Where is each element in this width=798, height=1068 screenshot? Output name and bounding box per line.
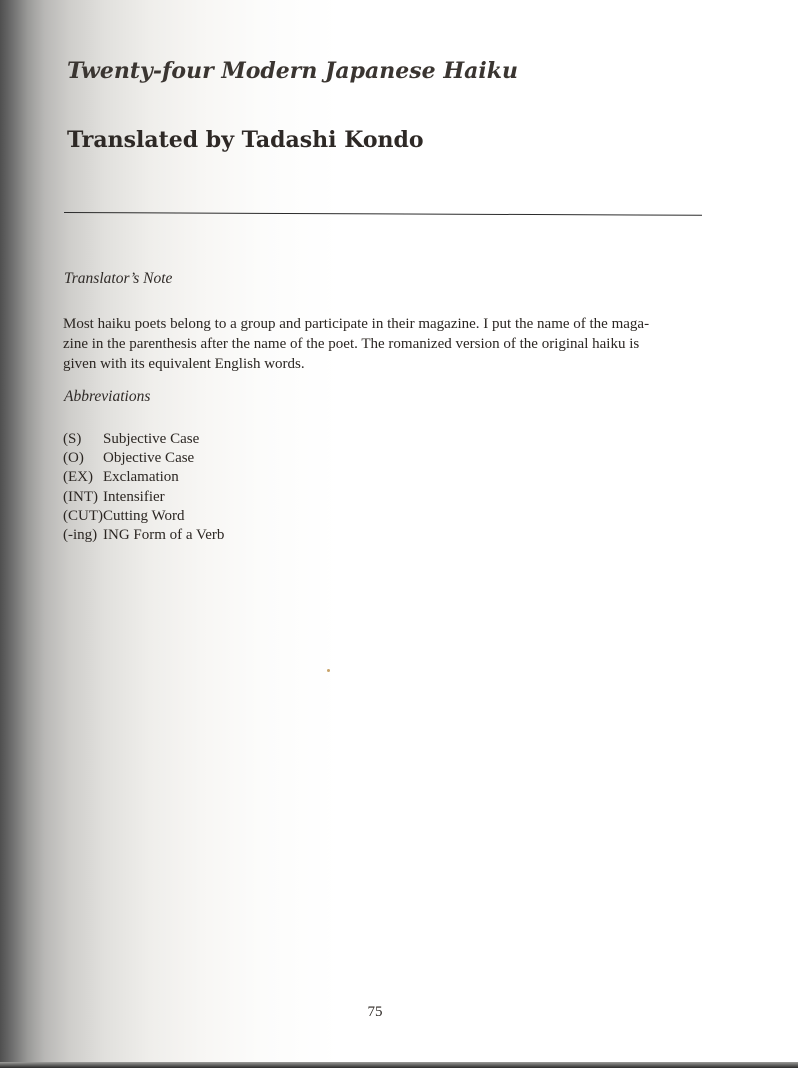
abbreviations-list xyxy=(63,430,224,545)
translator-credit: Translated by Tadashi Kondo xyxy=(67,127,424,153)
abbreviation-meaning: Exclamation xyxy=(103,469,179,486)
abbreviation-meaning: Cutting Word xyxy=(103,507,185,524)
page-title: Twenty-four Modern Japanese Haiku xyxy=(67,58,518,84)
page-number: 75 xyxy=(367,1004,383,1020)
abbreviation-code: (INT) xyxy=(63,488,98,505)
abbreviation-code: (O) xyxy=(63,450,84,467)
translators-note-paragraph xyxy=(63,314,723,374)
abbreviation-meaning: Objective Case xyxy=(103,450,195,467)
abbreviation-code: (S) xyxy=(63,431,82,447)
abbreviation-code: (CUT) xyxy=(63,507,103,524)
horizontal-rule xyxy=(64,212,702,216)
abbreviation-code: (EX) xyxy=(63,469,93,486)
abbreviation-item xyxy=(63,449,224,468)
abbreviation-item xyxy=(63,507,224,526)
translators-note-heading: Translator’s Note xyxy=(64,270,173,287)
paragraph-line: Most haiku poets belong to a group and participate in their magazine. I put the name of the maga- xyxy=(63,316,650,332)
abbreviation-code: (-ing) xyxy=(63,527,98,544)
abbreviation-meaning: Subjective Case xyxy=(103,431,200,447)
abbreviation-item xyxy=(63,488,224,507)
abbreviation-meaning: ING Form of a Verb xyxy=(103,527,225,544)
page-bottom-edge xyxy=(0,1062,798,1068)
paragraph-line: given with its equivalent English words. xyxy=(63,356,305,372)
abbreviation-item xyxy=(63,468,224,487)
paragraph-line: zine in the parenthesis after the name of the poet. The romanized version of the original haiku is xyxy=(63,336,640,352)
abbreviations-heading: Abbreviations xyxy=(64,388,151,405)
abbreviation-item xyxy=(63,430,224,449)
abbreviation-item xyxy=(63,526,224,545)
paper-speck xyxy=(327,669,330,672)
abbreviation-meaning: Intensifier xyxy=(103,488,165,505)
